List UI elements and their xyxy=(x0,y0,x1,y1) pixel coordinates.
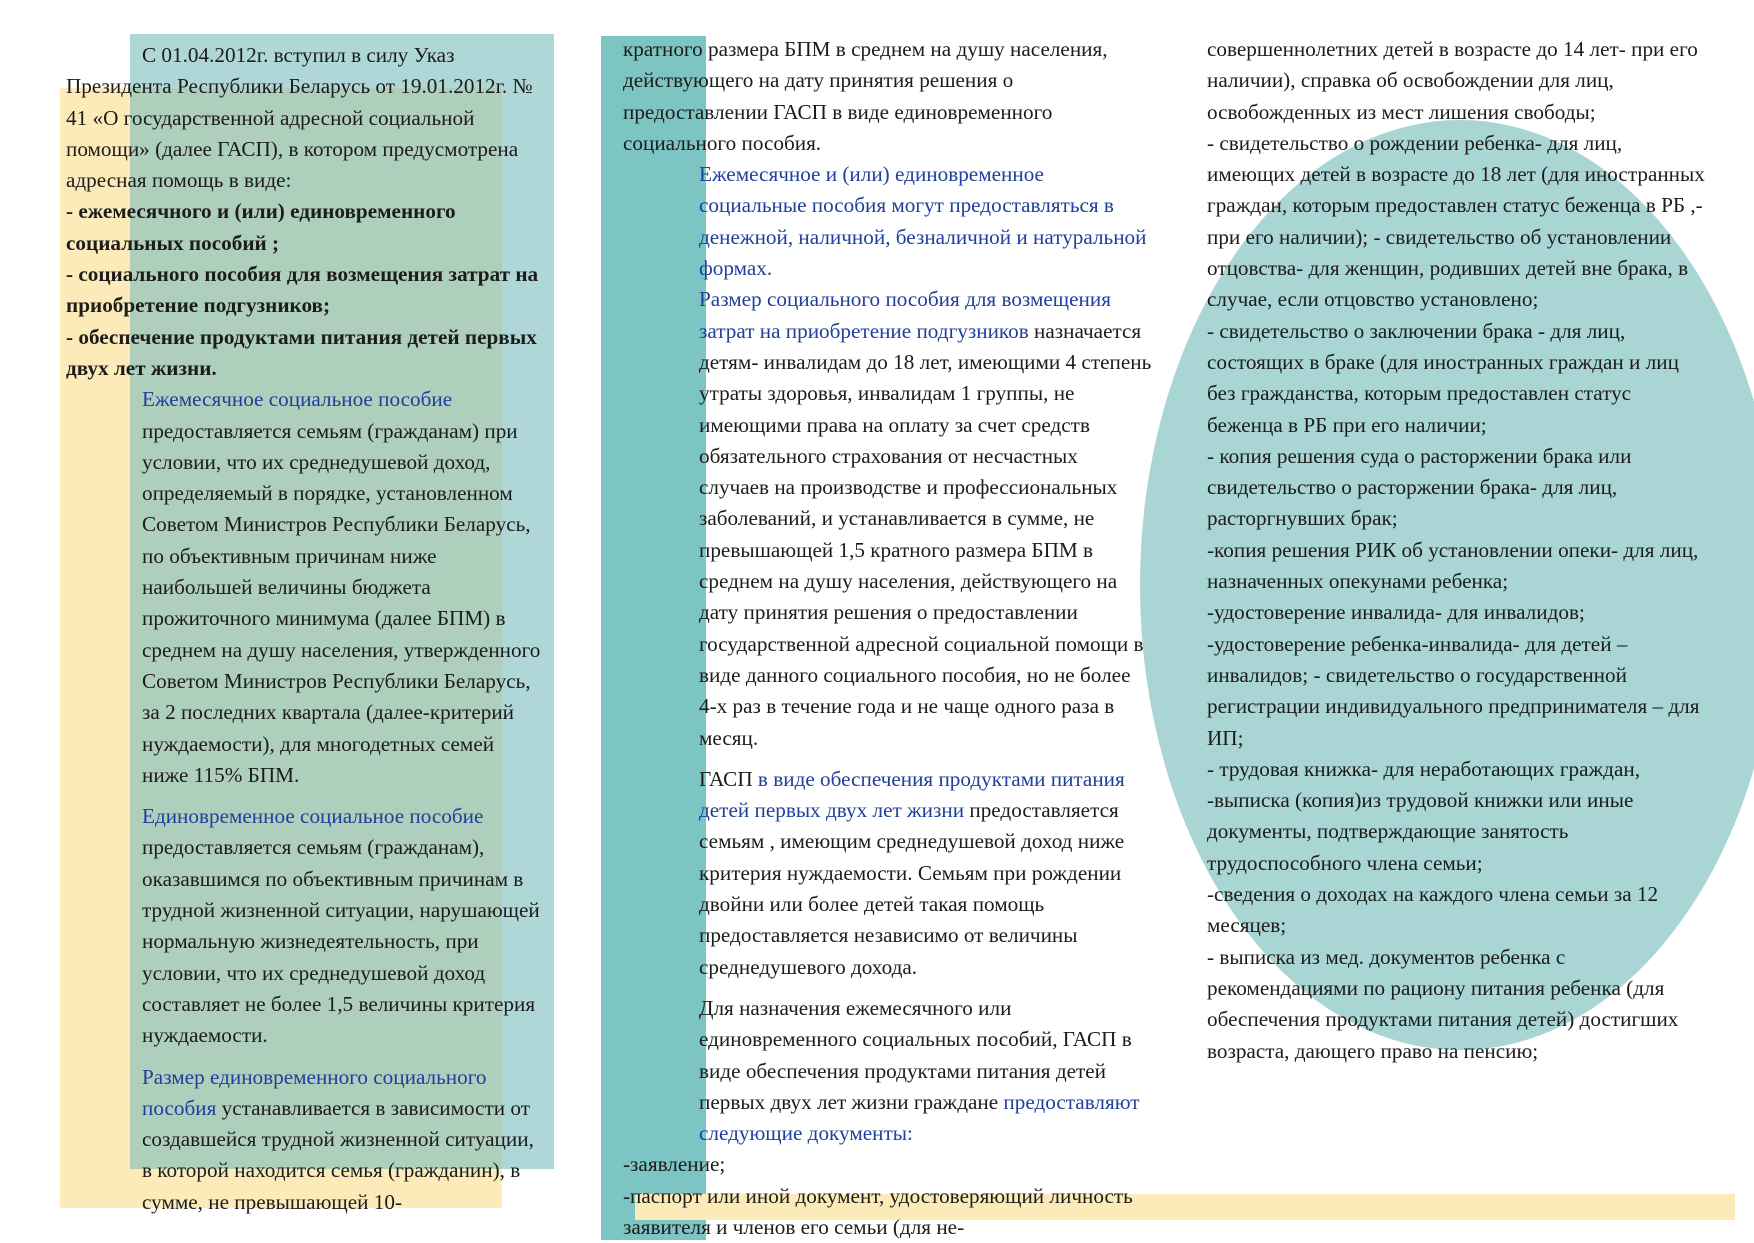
middle-column xyxy=(623,34,1153,1243)
onetime-size-text: устанавливается в зависимости от создавшейся трудной жизненной ситуации, в которой находится семья (гражданин), в сумме, не превышающей 10- xyxy=(142,1095,534,1214)
document-item: -сведения о доходах на каждого члена семьи за 12 месяцев; xyxy=(1207,882,1659,938)
document-item: - копия решения суда о расторжении брака или свидетельство о расторжении брака- для лиц, расторгнувших брак; xyxy=(1207,443,1632,531)
right-column xyxy=(1207,34,1707,1067)
onetime-allowance-paragraph xyxy=(66,801,542,1051)
food-provision-paragraph xyxy=(623,764,1153,983)
document-item: - трудовая книжка- для неработающих граждан, -выписка (копия)из трудовой книжки или иные документы, подтверждающие занятость трудоспособного члена семьи; xyxy=(1207,756,1640,875)
documents-paragraph xyxy=(623,993,1153,1149)
intro-line1: С 01.04.2012г. вступил в силу Указ xyxy=(142,43,455,67)
bullet-diapers: - социального пособия для возмещения затрат на приобретение подгузников; xyxy=(66,262,539,318)
bullet-monthly-onetime: - ежемесячного и (или) единовременного социальных пособий ; xyxy=(66,199,456,255)
documents-text: Для назначения ежемесячного или единовременного социальных пособий, ГАСП в виде обеспечения продуктами питания детей первых двух лет жизни граждане xyxy=(699,995,1132,1114)
document-item: - свидетельство о заключении брака - для лиц, состоящих в браке (для иностранных граждан и лиц без гражданства, которым предоставлен статус беженца в РБ при его наличии; xyxy=(1207,318,1679,437)
diaper-allowance-heading: Размер социального пособия для возмещения затрат на приобретение подгузников xyxy=(699,287,1111,343)
document-item: - свидетельство о рождении ребенка- для лиц, имеющих детей в возрасте до 18 лет (для иностранных граждан, которым предоставлен статус беженца в РБ ,- при его наличии); - свидетельство об установлении отцовства- для женщин, родивших детей вне брака, в случае, если отцовство установлено; xyxy=(1207,130,1705,312)
food-provision-heading: в виде обеспечения продуктами питания детей первых двух лет жизни xyxy=(699,766,1125,823)
document-item: -удостоверение инвалида- для инвалидов; xyxy=(1207,600,1585,625)
onetime-allowance-heading: Единовременное социальное пособие xyxy=(142,804,484,829)
onetime-size-heading: Размер единовременного социального пособия xyxy=(142,1064,487,1120)
document-item: совершеннолетних детей в возрасте до 14 лет- при его наличии), справка об освобождении для лиц, освобожденных из мест лишения свободы; xyxy=(1207,37,1698,124)
document-item: -копия решения РИК об установлении опеки- для лиц, назначенных опекунами ребенка; xyxy=(1207,537,1699,594)
left-column xyxy=(66,40,542,1218)
onetime-size-paragraph xyxy=(66,1062,542,1218)
food-provision-text: предоставляется семьям , имеющим среднедушевой доход ниже критерия нуждаемости. Семьям при рождении двойни или более детей такая помощь предоставляется независимо от величины среднедушевого дохода. xyxy=(699,798,1125,979)
document-item-passport: -паспорт или иной документ, удостоверяющий личность заявителя и членов его семьи (для не- xyxy=(623,1183,1133,1239)
food-provision-lead: ГАСП xyxy=(699,766,758,791)
onetime-allowance-text: предоставляется семьям (гражданам), оказавшимся по объективным причинам в трудной жизненной ситуации, нарушающей нормальную жизнедеятельность, при условии, что их среднедушевой доход составляет не более 1,5 величины критерия нуждаемости. xyxy=(142,835,540,1048)
monthly-allowance-heading: Ежемесячное социальное пособие xyxy=(142,387,453,412)
diaper-allowance-text: назначается детям- инвалидам до 18 лет, имеющими 4 степень утраты здоровья, инвалидам 1 группы, не имеющими права на оплату за счет средств обязательного страхования от несчастных случаев на производстве и профессиональных заболеваний, и устанавливается в сумме, не превышающей 1,5 кратного размера БПМ в среднем на душу населения, действующего на дату принятия решения о предоставлении государственной адресной социальной помощи в виде данного социального пособия, но не более 4-х раз в течение года и не чаще одного раза в месяц. xyxy=(699,318,1152,750)
diaper-allowance-paragraph xyxy=(623,284,1153,753)
document-item: -удостоверение ребенка-инвалида- для детей –инвалидов; - свидетельство о государственной регистрации индивидуального предпринимателя – для ИП; xyxy=(1207,631,1700,750)
documents-heading: предоставляют следующие документы: xyxy=(699,1089,1140,1146)
document-item-application: -заявление; xyxy=(623,1152,726,1177)
intro-rest: Президента Республики Беларусь от 19.01.2012г. № 41 «О государственной адресной социальной помощи» (далее ГАСП), в котором предусмотрена адресная помощь в виде: xyxy=(66,74,533,193)
monthly-allowance-text: предоставляется семьям (гражданам) при условии, что их среднедушевой доход, определяемый в порядке, установленном Советом Министров Республики Беларусь, по объективным причинам ниже наибольшей величины бюджета прожиточного минимума (далее БПМ) в среднем на душу населения, утвержденного Советом Министров Республики Беларусь, за 2 последних квартала (далее-критерий нуждаемости), для многодетных семей ниже 115% БПМ. xyxy=(142,418,541,787)
intro-paragraph xyxy=(66,40,542,196)
document-item: - выписка из мед. документов ребенка с рекомендациями по рациону питания ребенка (для обеспечения продуктами питания детей) достигших возраста, дающего право на пенсию; xyxy=(1207,944,1679,1063)
continuation-paragraph: кратного размера БПМ в среднем на душу населения, действующего на дату принятия решения о предоставлении ГАСП в виде единовременного социального пособия. xyxy=(623,37,1108,155)
bullet-food: - обеспечение продуктами питания детей первых двух лет жизни. xyxy=(66,324,537,380)
allowance-forms-paragraph: Ежемесячное и (или) единовременное социальные пособия могут предоставляться в денежной, наличной, безналичной и натуральной формах. xyxy=(699,162,1147,281)
monthly-allowance-paragraph xyxy=(66,384,542,791)
